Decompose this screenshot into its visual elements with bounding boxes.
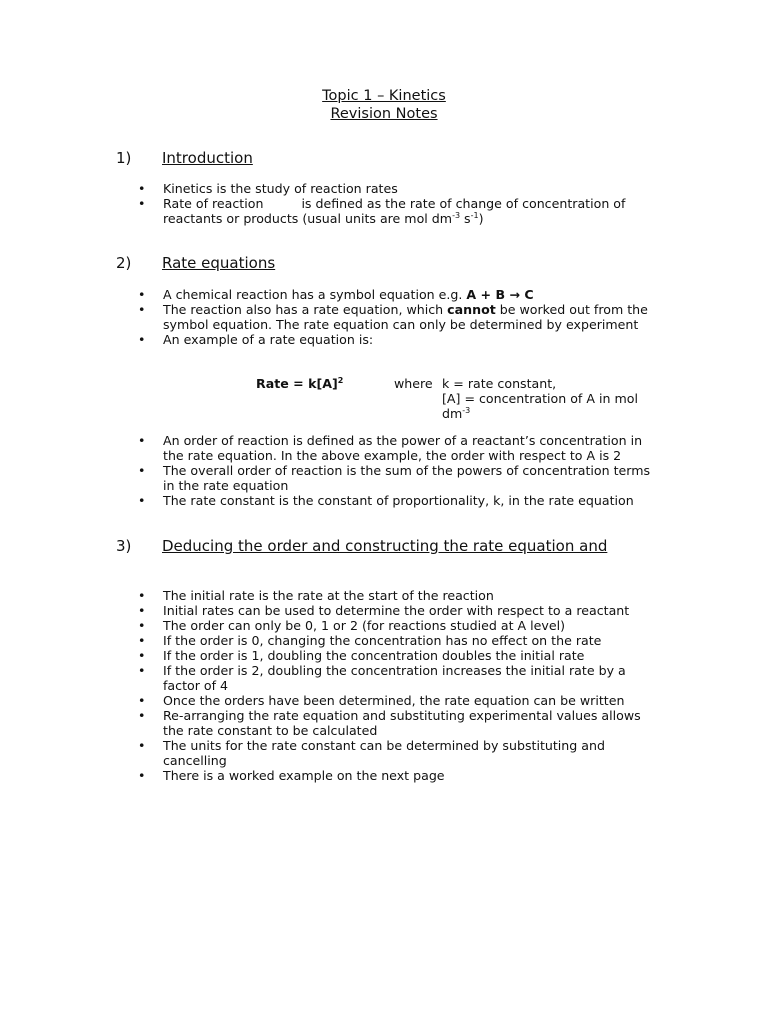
rate-constant-definition: k = rate constant,: [442, 376, 557, 391]
list-item: • If the order is 1, doubling the concentration doubles the initial rate: [136, 648, 656, 663]
section-title: Deducing the order and constructing the rate equation and: [162, 537, 608, 555]
where-label: where: [394, 376, 433, 391]
list-item: • Kinetics is the study of reaction rates: [136, 181, 656, 196]
list-item: • Initial rates can be used to determine the order with respect to a reactant: [136, 603, 656, 618]
list-item: • An example of a rate equation is:: [136, 332, 656, 347]
section-number: 1): [116, 149, 132, 167]
list-item: • Rate of reaction is defined as the rate of change of concentration of reactants or products (usual units are mol $dm^{-3}$ $s^{-1}$): [136, 196, 656, 226]
list-item: • The overall order of reaction is the sum of the powers of concentration terms in the rate equation: [136, 463, 656, 493]
section-title: Introduction: [162, 149, 253, 167]
bullet-list-rate-equations: [136, 287, 656, 347]
list-item: • The reaction also has a rate equation, which cannot be worked out from the symbol equation. The rate equation can only be determined by experiment: [136, 302, 656, 332]
bullet-list-deducing-order: [136, 588, 656, 783]
section-title: Rate equations: [162, 254, 276, 272]
list-item: • A chemical reaction has a symbol equation e.g. A + B → C: [136, 287, 656, 302]
bullet-list-order-definitions: [136, 433, 656, 508]
list-item: • There is a worked example on the next page: [136, 768, 656, 783]
concentration-definition: [A] = concentration of A in mol $dm^{-3}$: [442, 391, 638, 421]
list-item: • The initial rate is the rate at the start of the reaction: [136, 588, 656, 603]
list-item: • Re-arranging the rate equation and substituting experimental values allows the rate constant to be calculated: [136, 708, 656, 738]
list-item: • An order of reaction is defined as the power of a reactant’s concentration in the rate equation. In the above example, the order with respect to A is 2: [136, 433, 656, 463]
section-number: 2): [116, 254, 132, 272]
list-item: • If the order is 2, doubling the concentration increases the initial rate by a factor of 4: [136, 663, 656, 693]
rate-equation: Rate = $k[A]^2$: [256, 375, 344, 391]
section-number: 3): [116, 537, 132, 555]
list-item: • The order can only be 0, 1 or 2 (for reactions studied at A level): [136, 618, 656, 633]
list-item: • The units for the rate constant can be determined by substituting and cancelling: [136, 738, 656, 768]
bullet-list-introduction: [136, 181, 656, 226]
document-title: [0, 87, 768, 123]
title-line-1: Topic 1 – Kinetics: [322, 88, 446, 104]
list-item: • Once the orders have been determined, the rate equation can be written: [136, 693, 656, 708]
list-item: • If the order is 0, changing the concentration has no effect on the rate: [136, 633, 656, 648]
title-line-2: Revision Notes: [330, 106, 438, 122]
list-item: • The rate constant is the constant of proportionality, k, in the rate equation: [136, 493, 656, 508]
